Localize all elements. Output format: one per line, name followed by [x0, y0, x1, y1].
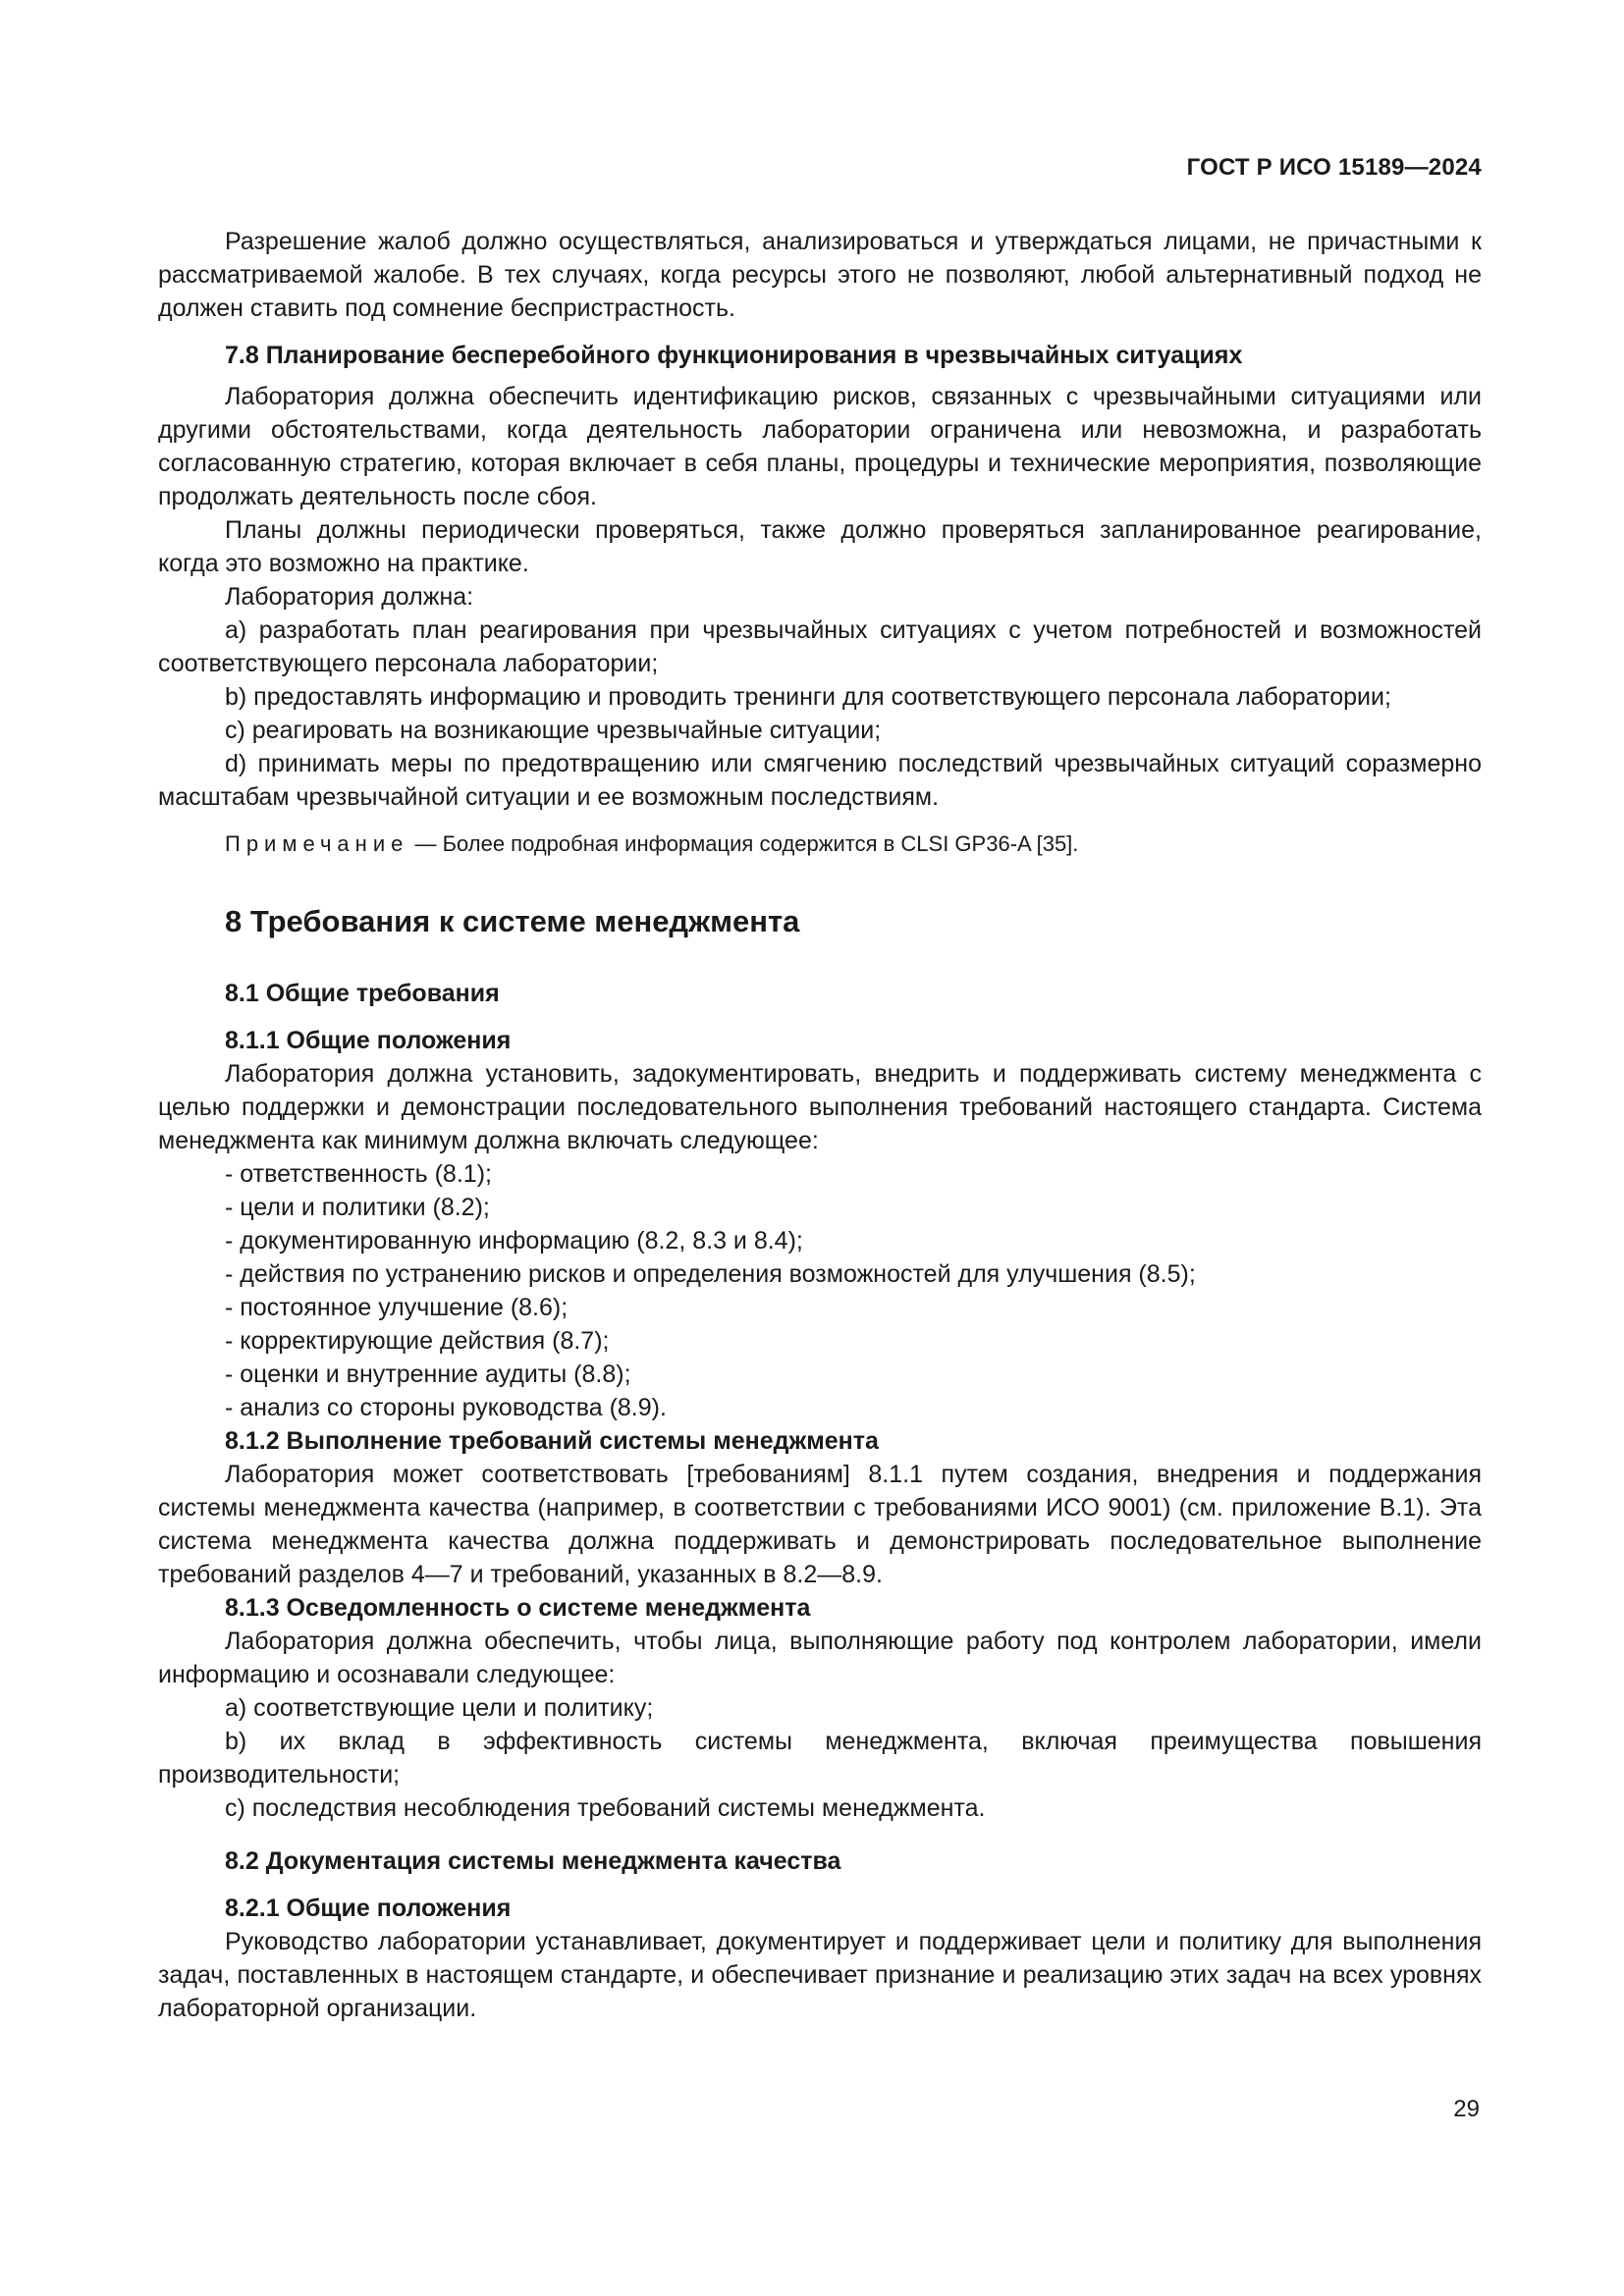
heading-8-2: 8.2 Документация системы менеджмента качества — [225, 1847, 841, 1875]
heading-8-1-3: 8.1.3 Осведомленность о системе менеджмента — [225, 1594, 811, 1622]
list-item: - постоянное улучшение (8.6); — [225, 1294, 568, 1321]
list-item-7-8-a: a) разработать план реагирования при чрезвычайных ситуациях с учетом потребностей и возможностей соответствующего персонала лаборатории; — [158, 616, 1482, 677]
list-item: - анализ со стороны руководства (8.9). — [225, 1394, 667, 1421]
list-8-1-1 — [158, 1157, 1482, 1424]
list-item: - корректирующие действия (8.7); — [225, 1327, 610, 1355]
heading-8-2-1: 8.2.1 Общие положения — [225, 1895, 512, 1922]
page-number: 29 — [1453, 2096, 1480, 2122]
paragraph-8-1-3: Лаборатория должна обеспечить, чтобы лица, выполняющие работу под контролем лаборатории, имели информацию и осознавали следующее: — [158, 1628, 1482, 1688]
paragraph-8-1-1: Лаборатория должна установить, задокументировать, внедрить и поддерживать систему менеджмента с целью поддержки и демонстрации последовательного выполнения требований настоящего стандарта. Система менеджмента как минимум должна включать следующее: — [158, 1060, 1482, 1154]
list-item: - действия по устранению рисков и определения возможностей для улучшения (8.5); — [225, 1260, 1196, 1288]
list-item: - документированную информацию (8.2, 8.3 и 8.4); — [225, 1227, 803, 1255]
list-item: - ответственность (8.1); — [225, 1160, 492, 1188]
heading-8: 8 Требования к системе менеджмента — [225, 904, 800, 938]
heading-7-8: 7.8 Планирование бесперебойного функционирования в чрезвычайных ситуациях — [225, 342, 1243, 369]
list-item-7-8-d: d) принимать меры по предотвращению или смягчению последствий чрезвычайных ситуаций соразмерно масштабам чрезвычайной ситуации и ее возможным последствиям. — [158, 750, 1482, 811]
document-header: ГОСТ Р ИСО 15189—2024 — [1186, 154, 1482, 181]
list-item-8-1-3-c: c) последствия несоблюдения требований системы менеджмента. — [225, 1794, 986, 1822]
paragraph-8-2-1: Руководство лаборатории устанавливает, документирует и поддерживает цели и политику для выполнения задач, поставленных в настоящем стандарте, и обеспечивает признание и реализацию этих задач на всех уровнях лабораторной организации. — [158, 1928, 1482, 2022]
heading-8-1-1: 8.1.1 Общие положения — [225, 1027, 512, 1054]
list-item: - цели и политики (8.2); — [225, 1194, 490, 1221]
list-item-8-1-3-a: a) соответствующие цели и политику; — [225, 1694, 654, 1722]
document-body — [158, 225, 1482, 2025]
paragraph-complaints: Разрешение жалоб должно осуществляться, анализироваться и утверждаться лицами, не причастными к рассматриваемой жалобе. В тех случаях, когда ресурсы этого не позволяют, любой альтернативный подход не должен ставить под сомнение беспристрастность. — [158, 228, 1482, 322]
list-item-7-8-c: c) реагировать на возникающие чрезвычайные ситуации; — [225, 717, 882, 744]
list-item-8-1-3-b: b) их вклад в эффективность системы менеджмента, включая преимущества повышения производительности; — [158, 1728, 1482, 1789]
heading-8-1: 8.1 Общие требования — [225, 980, 500, 1007]
paragraph-7-8-2: Планы должны периодически проверяться, также должно проверяться запланированное реагирование, когда это возможно на практике. — [158, 516, 1482, 577]
list-item-7-8-b: b) предоставлять информацию и проводить тренинги для соответствующего персонала лаборатории; — [225, 683, 1391, 711]
paragraph-7-8-1: Лаборатория должна обеспечить идентификацию рисков, связанных с чрезвычайными ситуациями или другими обстоятельствами, когда деятельность лаборатории ограничена или невозможна, и разработать согласованную стратегию, которая включает в себя планы, процедуры и технические мероприятия, позволяющие продолжать деятельность после сбоя. — [158, 383, 1482, 510]
heading-8-1-2: 8.1.2 Выполнение требований системы менеджмента — [225, 1427, 879, 1455]
note-text: — Более подробная информация содержится в CLSI GP36-A [35]. — [408, 831, 1079, 856]
paragraph-8-1-2: Лаборатория может соответствовать [требованиям] 8.1.1 путем создания, внедрения и поддержания системы менеджмента качества (например, в соответствии с требованиями ИСО 9001) (см. приложение В.1). Эта система менеджмента качества должна поддерживать и демонстрировать последовательное выполнение требований разделов 4—7 и требований, указанных в 8.2—8.9. — [158, 1461, 1482, 1588]
note — [158, 828, 1482, 861]
note-label: Примечание — [225, 831, 409, 856]
paragraph-7-8-3: Лаборатория должна: — [225, 583, 474, 611]
list-item: - оценки и внутренние аудиты (8.8); — [225, 1361, 631, 1388]
